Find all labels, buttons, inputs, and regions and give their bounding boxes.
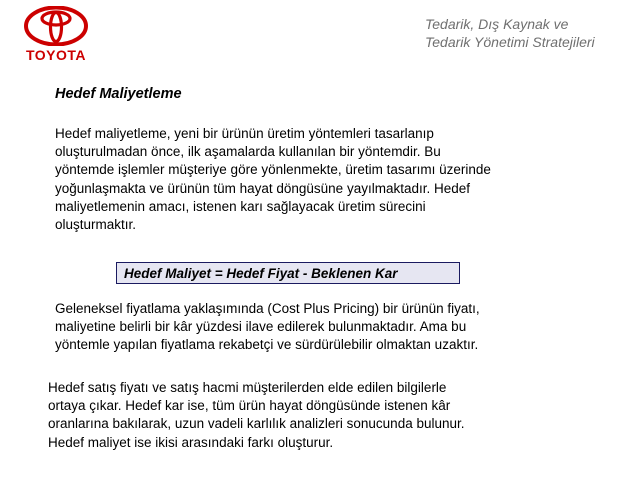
text-line: yöntemle yapılan fiyatlama rekabetçi ve sürdürülebilir olmaktan uzaktır. [55,337,479,353]
toyota-logo [14,6,98,74]
header-subtitle-line: Tedarik Yönetimi Stratejileri [425,34,595,50]
toyota-logo-icon [24,6,88,46]
text-line: Hedef satış fiyatı ve satış hacmi müşterilerden elde edilen bilgilerle [48,380,447,395]
text-line: yöntemde işlemler müşteriye göre yönlenmekte, üretim tasarımı üzerinde [55,162,491,178]
text-line: oluşturulmadan önce, ilk aşamalarda kullanılan bir yöntemdir. Bu [55,144,441,160]
header-subtitle-line: Tedarik, Dış Kaynak ve [425,16,569,32]
toyota-wordmark: TOYOTA [25,47,87,63]
paragraph-definition [55,125,491,234]
text-line: yoğunlaşmakta ve ürünün tüm hayat döngüsüne yayılmaktadır. Hedef [55,180,470,196]
paragraph-traditional-pricing [55,300,480,355]
text-line: ortaya çıkar. Hedef kar ise, tüm ürün hayat döngüsünde istenen kâr [48,398,451,414]
text-line: maliyetine belirli bir kâr yüzdesi ilave edilerek bulunmaktadır. Ama bu [55,319,467,335]
text-line: Hedef maliyetleme, yeni bir ürünün üretim yöntemleri tasarlanıp [55,126,434,141]
paragraph-target-price [48,379,465,452]
text-line: maliyetlemenin amacı, istenen karı sağlayacak üretim sürecini [55,198,426,214]
text-line: Hedef maliyet ise ikisi arasındaki farkı oluşturur. [48,434,334,450]
text-line: oranlarına bakılarak, uzun vadeli karlılık analizleri sonucunda bulunur. [48,416,465,432]
header-subtitle [425,15,630,51]
text-line: Geleneksel fiyatlama yaklaşımında (Cost Plus Pricing) bir ürünün fiyatı, [55,301,480,316]
page-title: Hedef Maliyetleme [55,86,182,102]
text-line: oluşturmaktır. [55,217,137,233]
formula-box: Hedef Maliyet = Hedef Fiyat - Beklenen Kar [116,262,460,284]
